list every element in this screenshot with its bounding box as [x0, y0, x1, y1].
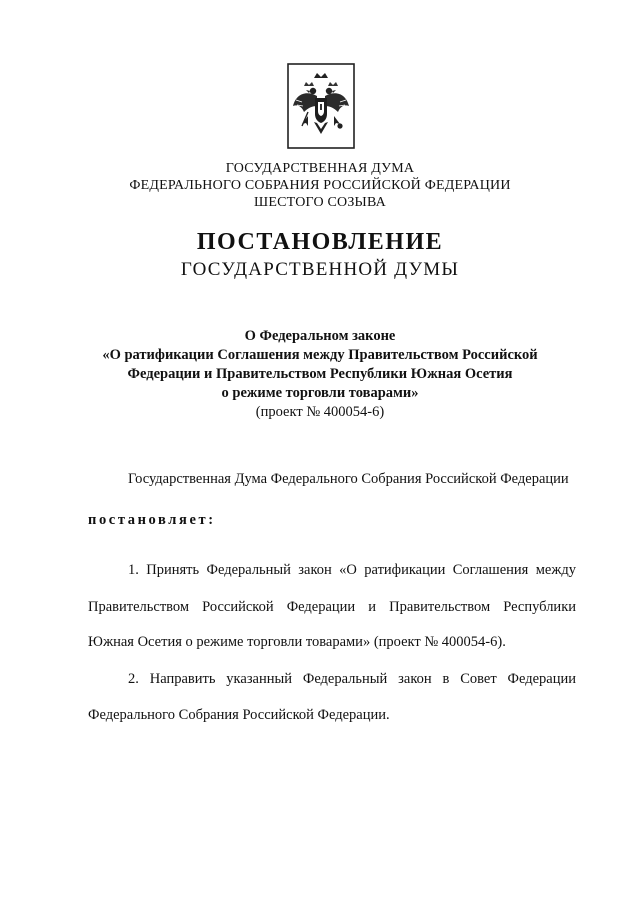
org-line-3: ШЕСТОГО СОЗЫВА — [254, 195, 386, 210]
issuing-body — [0, 160, 640, 211]
item-2 — [88, 670, 576, 688]
law-line-2: «О ратификации Соглашения между Правительством Российской — [102, 347, 538, 363]
item-1-cont-a — [88, 598, 576, 616]
coat-of-arms-icon — [284, 60, 358, 152]
law-line-3: Федерации и Правительством Республики Южная Осетия — [127, 366, 513, 382]
item-1-line-3: Южная Осетия о режиме торговли товарами» (проект № 400054-6). — [88, 634, 506, 650]
document-subtitle: ГОСУДАРСТВЕННОЙ ДУМЫ — [180, 259, 460, 280]
item-1-line-1: 1. Принять Федеральный закон «О ратификации Соглашения между — [128, 562, 576, 578]
resolves-word: постановляет: — [88, 512, 216, 528]
preamble: Государственная Дума Федерального Собрания Российской Федерации — [128, 471, 569, 487]
org-line-2: ФЕДЕРАЛЬНОГО СОБРАНИЯ РОССИЙСКОЙ ФЕДЕРАЦИИ — [129, 178, 511, 193]
project-number: (проект № 400054-6) — [255, 404, 385, 420]
item-2-line-2: Федерального Собрания Российской Федерации. — [88, 707, 390, 723]
item-1-cont-b — [88, 633, 576, 651]
law-line-4: о режиме торговли товарами» — [221, 385, 419, 401]
item-2-cont — [88, 706, 576, 724]
document-title: ПОСТАНОВЛЕНИЕ — [196, 229, 444, 255]
law-line-1: О Федеральном законе — [244, 328, 396, 344]
item-2-line-1: 2. Направить указанный Федеральный закон в Совет Федерации — [128, 671, 576, 687]
org-line-1: ГОСУДАРСТВЕННАЯ ДУМА — [225, 161, 415, 176]
item-1 — [88, 561, 576, 579]
law-heading — [0, 327, 640, 422]
item-1-line-2: Правительством Российской Федерации и Правительством Республики — [88, 599, 576, 615]
